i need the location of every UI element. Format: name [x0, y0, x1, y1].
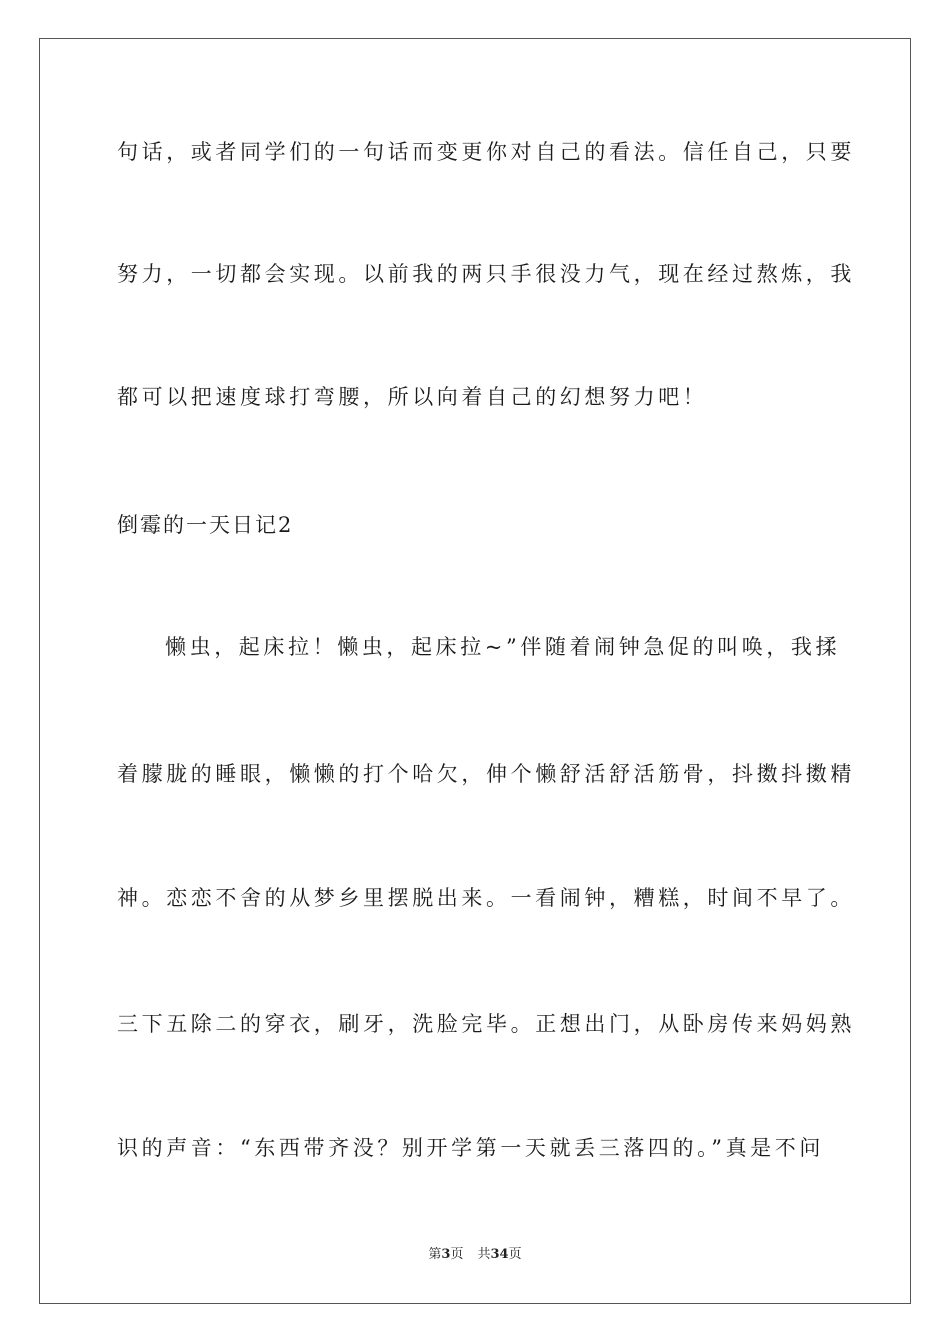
- footer-total-prefix: 共: [477, 1247, 491, 1262]
- paragraph-line-9: 识的声音：“东西带齐没？别开学第一天就丢三落四的。”真是不问: [117, 1136, 824, 1160]
- section-heading: 倒霉的一天日记2: [117, 513, 294, 537]
- footer-prefix: 第: [428, 1247, 442, 1262]
- paragraph-line-6: 着朦胧的睡眼，懒懒的打个哈欠，伸个懒舒活舒活筋骨，抖擞抖擞精: [117, 762, 855, 786]
- paragraph-line-3: 都可以把速度球打弯腰，所以向着自己的幻想努力吧！: [117, 385, 708, 409]
- paragraph-line-7: 神。恋恋不舍的从梦乡里摆脱出来。一看闹钟，糟糕，时间不早了。: [117, 886, 855, 910]
- footer-page-number: 3: [441, 1247, 451, 1262]
- paragraph-line-8: 三下五除二的穿衣，刷牙，洗脸完毕。正想出门，从卧房传来妈妈熟: [117, 1012, 855, 1036]
- footer-page-suffix: 页: [450, 1247, 464, 1262]
- page-footer: [0, 1246, 950, 1264]
- paragraph-line-5: 懒虫，起床拉！懒虫，起床拉~”伴随着闹钟急促的叫唤，我揉: [165, 635, 841, 659]
- page-border: [39, 38, 911, 1304]
- paragraph-line-1: 句话，或者同学们的一句话而变更你对自己的看法。信任自己，只要: [117, 140, 855, 164]
- footer-total-suffix: 页: [508, 1247, 522, 1262]
- footer-total-pages: 34: [490, 1247, 509, 1262]
- paragraph-line-2: 努力，一切都会实现。以前我的两只手很没力气，现在经过熬炼，我: [117, 262, 855, 286]
